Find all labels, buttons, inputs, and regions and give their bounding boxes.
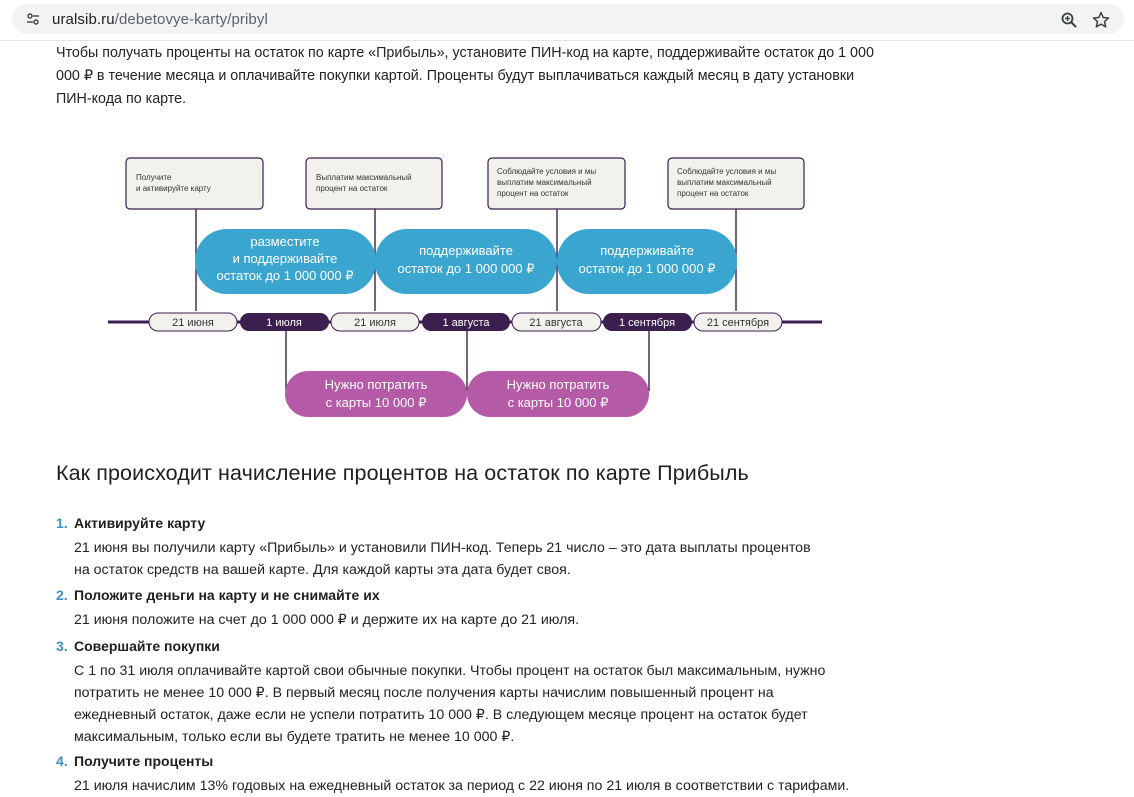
browser-toolbar	[0, 0, 1134, 41]
callout-3-line-1: Соблюдайте условия и мы	[497, 167, 597, 176]
date-chip-6	[603, 313, 692, 331]
step-title: Совершайте покупки	[74, 638, 220, 654]
callout-4	[668, 158, 804, 209]
callout-2-line-2: процент на остаток	[316, 184, 388, 193]
url-path: /debetovye-karty/pribyl	[114, 11, 268, 28]
step-line: ежедневный остаток, даже если не успели потратить 10 000 ₽. В следующем месяце процент на остаток будет	[74, 707, 808, 723]
pink-pill-1-line-1: Нужно потратить	[324, 377, 428, 392]
callout-3	[488, 158, 625, 209]
blue-pill-2	[375, 229, 557, 294]
pink-pill-2-line-2: с карты 10 000 ₽	[507, 395, 609, 410]
pink-pill-2	[467, 371, 649, 417]
step-number: 3.	[56, 638, 68, 654]
callout-1	[126, 158, 263, 209]
callout-2-line-1: Выплатим максимальный	[316, 173, 412, 182]
step-text	[74, 537, 874, 581]
date-chip-7	[694, 313, 782, 331]
url-domain: uralsib.ru	[52, 11, 115, 28]
blue-pill-1	[195, 229, 376, 294]
blue-pill-3	[557, 229, 737, 294]
callout-3-line-2: выплатим максимальный	[497, 178, 592, 187]
step-title: Получите проценты	[74, 753, 214, 769]
site-settings-icon[interactable]	[26, 12, 40, 26]
step-title: Положите деньги на карту и не снимайте их	[74, 587, 380, 603]
step-line: потратить не менее 10 000 ₽. В первый месяц после получения карты начислим повышенный процент на	[74, 685, 774, 701]
pink-pill-1-line-2: с карты 10 000 ₽	[325, 395, 427, 410]
step-line: 21 июня вы получили карту «Прибыль» и установили ПИН-код. Теперь 21 число – это дата выплаты процентов	[74, 540, 811, 556]
date-chip-2	[240, 313, 329, 331]
step-title: Активируйте карту	[74, 515, 206, 531]
date-label: 1 сентября	[618, 317, 676, 329]
date-chip-5	[512, 313, 601, 331]
pink-pill-1	[285, 371, 467, 417]
zoom-icon[interactable]	[1060, 11, 1078, 29]
date-label: 1 августа	[442, 317, 490, 329]
date-label: 1 июля	[266, 317, 302, 329]
date-chip-3	[331, 313, 419, 331]
step-number: 2.	[56, 587, 68, 603]
date-label: 21 июля	[354, 317, 396, 329]
blue-pill-3-line-1: поддерживайте	[600, 243, 694, 258]
intro-paragraph: Чтобы получать проценты на остаток по карте «Прибыль», установите ПИН-код на карте, поддерживайте остаток до 1 000 000 ₽ в течение месяца и оплачивайте покупки картой. Проценты будут выплачиваться каждый месяц в дату установки ПИН-кода по карте.	[56, 45, 874, 107]
date-label: 21 августа	[529, 317, 583, 329]
step-line: 21 июня положите на счет до 1 000 000 ₽ и держите их на карте до 21 июля.	[74, 612, 580, 628]
callout-1-line-2: и активируйте карту	[136, 184, 211, 193]
section-title: Как происходит начисление процентов на остаток по карте Прибыль	[56, 461, 749, 485]
step-number: 4.	[56, 753, 68, 769]
blue-pill-1-line-2: и поддерживайте	[232, 251, 338, 266]
date-chip-1	[149, 313, 237, 331]
step-number: 1.	[56, 515, 68, 531]
step-text	[74, 660, 874, 748]
blue-pill-1-line-3: остаток до 1 000 000 ₽	[216, 268, 354, 283]
date-label: 21 сентября	[706, 317, 770, 329]
blue-pill-1-line-1: разместите	[250, 234, 320, 249]
callout-2	[306, 158, 442, 209]
step-line: на остаток средств на вашей карте. Для каждой карты эта дата будет своя.	[74, 562, 571, 578]
step-line: максимальным, только если вы будете тратить не менее 10 000 ₽.	[74, 729, 515, 745]
callout-1-line-1: Получите	[136, 173, 172, 182]
callout-4-line-2: выплатим максимальный	[677, 178, 772, 187]
step-line: 21 июля начислим 13% годовых на ежедневный остаток за период с 22 июня по 21 июля в соответствии с тарифами.	[74, 778, 850, 794]
timeline-diagram	[0, 151, 900, 451]
pink-pill-2-line-1: Нужно потратить	[506, 377, 610, 392]
step-text	[74, 775, 874, 797]
url-text[interactable]	[52, 11, 268, 28]
callout-4-line-1: Соблюдайте условия и мы	[677, 167, 777, 176]
blue-pill-3-line-2: остаток до 1 000 000 ₽	[578, 261, 716, 276]
address-bar[interactable]	[12, 4, 1124, 34]
bookmark-star-icon[interactable]	[1092, 11, 1110, 29]
step-line: С 1 по 31 июля оплачивайте картой свои обычные покупки. Чтобы процент на остаток был максимальным, нужно	[74, 663, 826, 679]
blue-pill-2-line-2: остаток до 1 000 000 ₽	[397, 261, 535, 276]
date-chip-4	[422, 313, 510, 331]
callout-4-line-3: процент на остаток	[677, 189, 749, 198]
callout-3-line-3: процент на остаток	[497, 189, 569, 198]
date-label: 21 июня	[172, 317, 214, 329]
blue-pill-2-line-1: поддерживайте	[419, 243, 513, 258]
step-text	[74, 609, 874, 631]
